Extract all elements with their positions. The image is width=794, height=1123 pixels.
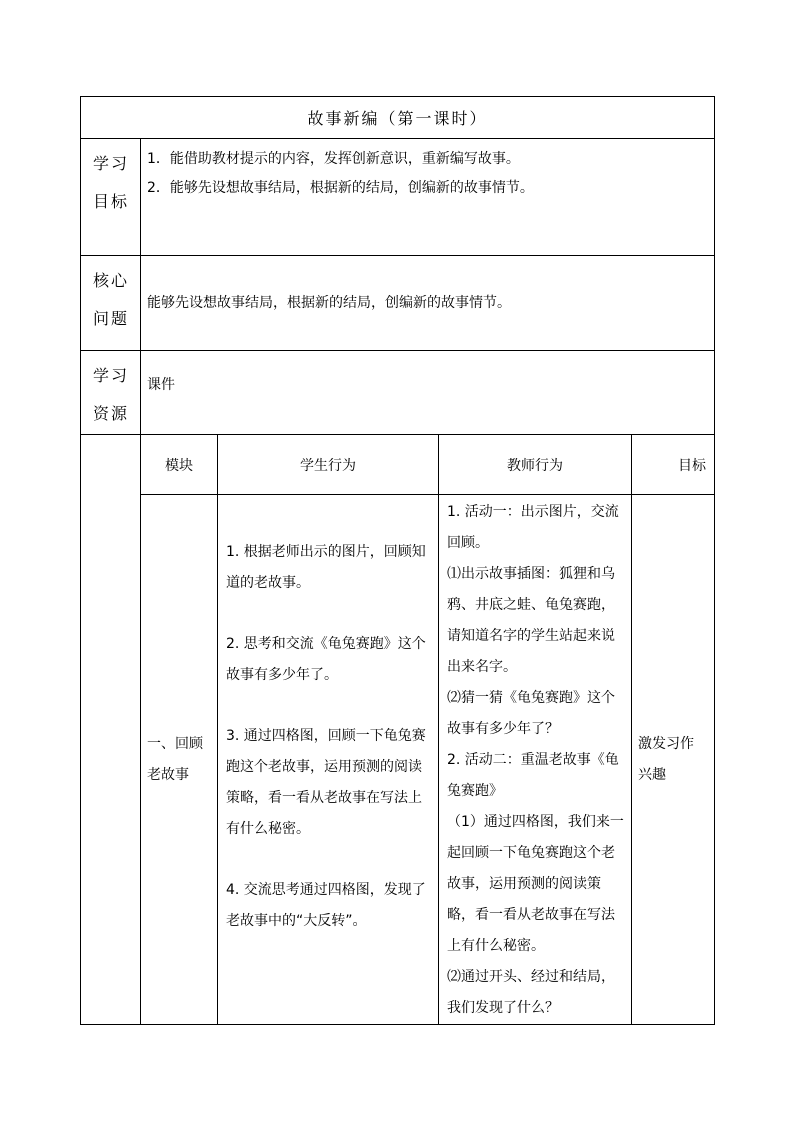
objectives-label-line2: 目标 bbox=[93, 192, 130, 211]
student-item: 4. 交流思考通过四格图，发现了老故事中的“大反转”。 bbox=[226, 882, 426, 929]
column-header-row bbox=[81, 435, 715, 495]
student-behavior-cell bbox=[218, 495, 439, 1025]
objectives-label-line1: 学习 bbox=[93, 154, 130, 173]
goal-line1: 激发习作 bbox=[638, 735, 694, 752]
header-module: 模块 bbox=[141, 435, 218, 495]
resources-text: 课件 bbox=[141, 351, 715, 435]
resources-label-line1: 学习 bbox=[93, 366, 130, 385]
teacher-item: 1. 活动一：出示图片，交流回顾。 bbox=[447, 504, 619, 551]
core-question-label bbox=[81, 256, 141, 351]
teacher-item: （1）通过四格图，我们来一起回顾一下龟兔赛跑这个老故事，运用预测的阅读策略，看一看从老故事在写法上有什么秘密。 bbox=[447, 814, 624, 954]
resources-row bbox=[81, 351, 715, 435]
header-student: 学生行为 bbox=[218, 435, 439, 495]
activity-row bbox=[81, 495, 715, 1025]
objective-item: 1．能借助教材提示的内容，发挥创新意识，重新编写故事。 bbox=[147, 151, 520, 167]
core-question-row bbox=[81, 256, 715, 351]
teacher-item: ⑵通过开头、经过和结局，我们发现了什么？ bbox=[447, 969, 615, 1016]
header-teacher: 教师行为 bbox=[439, 435, 632, 495]
goal-line2: 兴趣 bbox=[638, 766, 666, 783]
teacher-behavior-cell bbox=[439, 495, 632, 1025]
resources-label bbox=[81, 351, 141, 435]
student-item: 2. 思考和交流《龟兔赛跑》这个故事有多少年了。 bbox=[226, 636, 426, 683]
title-row bbox=[81, 97, 715, 139]
goal-cell bbox=[632, 495, 715, 1025]
teacher-item: ⑵猜一猜《龟兔赛跑》这个故事有多少年了？ bbox=[447, 690, 615, 737]
header-goal: 目标 bbox=[632, 435, 715, 495]
resources-label-line2: 资源 bbox=[93, 404, 130, 423]
module-line1: 一、回顾 bbox=[147, 735, 203, 752]
empty-side-cell bbox=[81, 435, 141, 1025]
lesson-title: 故事新编（第一课时） bbox=[81, 97, 715, 139]
module-cell bbox=[141, 495, 218, 1025]
module-line2: 老故事 bbox=[147, 766, 189, 783]
core-question-label-line2: 问题 bbox=[93, 309, 130, 328]
objectives-content bbox=[141, 139, 715, 256]
teacher-item: ⑴出示故事插图：狐狸和乌鸦、井底之蛙、龟兔赛跑，请知道名字的学生站起来说出来名字。 bbox=[447, 566, 615, 675]
student-item: 3. 通过四格图，回顾一下龟兔赛跑这个老故事，运用预测的阅读策略，看一看从老故事在写法上有什么秘密。 bbox=[226, 728, 426, 837]
student-item: 1. 根据老师出示的图片，回顾知道的老故事。 bbox=[226, 544, 426, 591]
core-question-text: 能够先设想故事结局，根据新的结局，创编新的故事情节。 bbox=[141, 256, 715, 351]
objectives-row bbox=[81, 139, 715, 256]
core-question-label-line1: 核心 bbox=[93, 271, 130, 290]
objective-item: 2．能够先设想故事结局，根据新的结局，创编新的故事情节。 bbox=[147, 180, 534, 196]
teacher-item: 2. 活动二：重温老故事《龟兔赛跑》 bbox=[447, 752, 619, 799]
lesson-plan-table bbox=[80, 96, 715, 1025]
objectives-label bbox=[81, 139, 141, 256]
